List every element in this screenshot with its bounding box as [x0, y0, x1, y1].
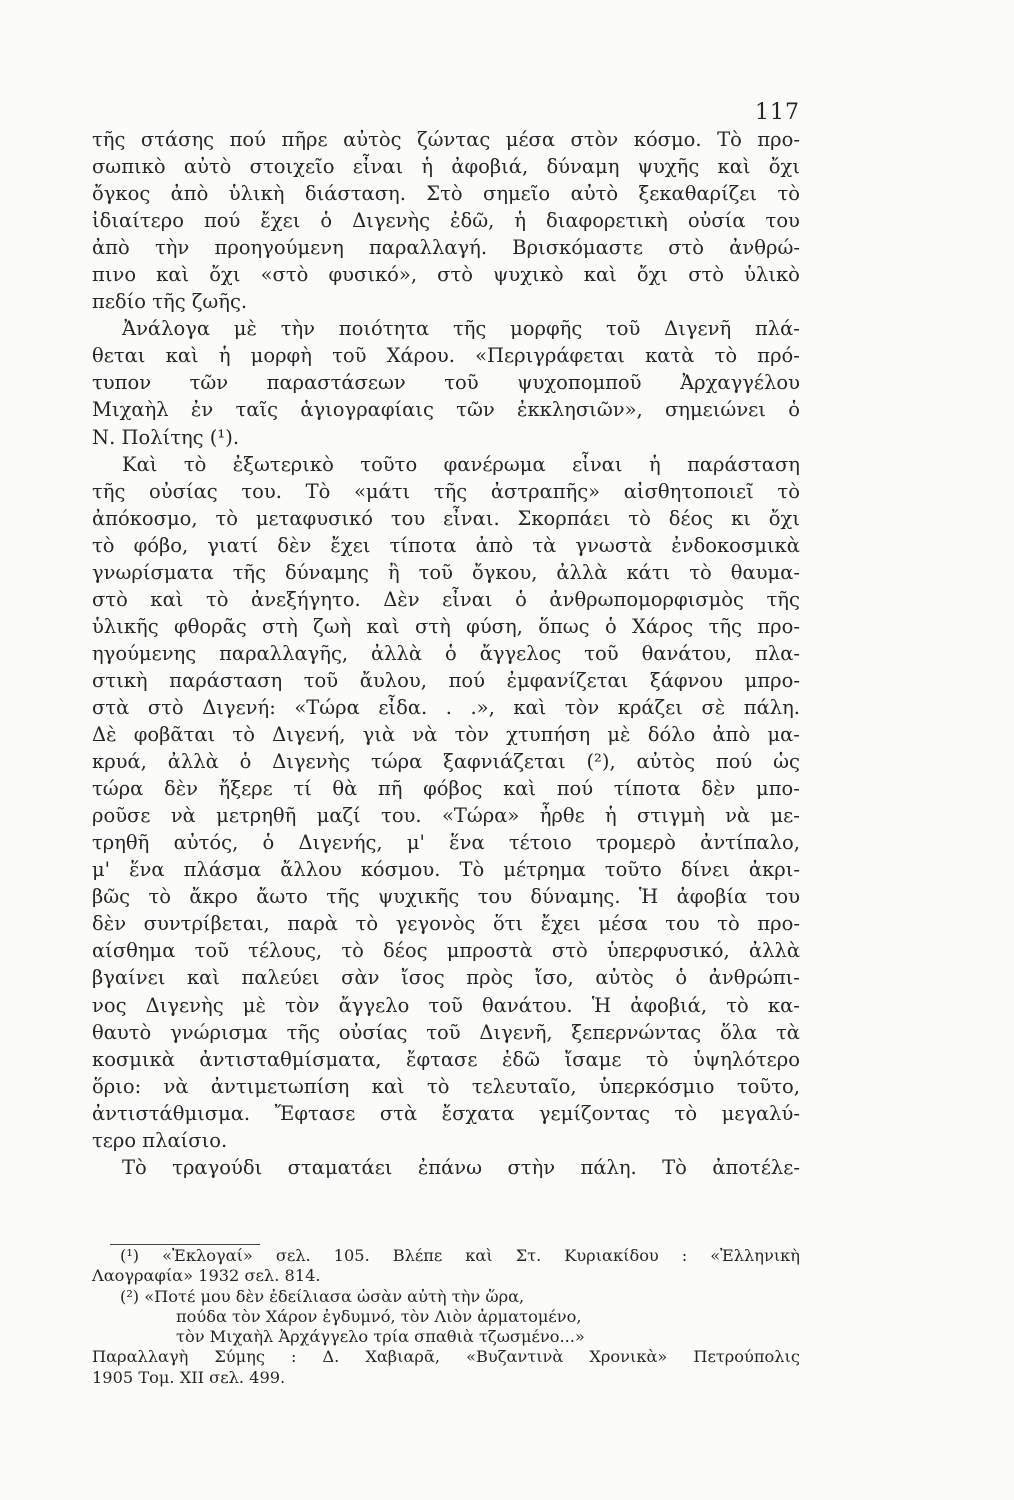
text-line: ὑλικῆς φθορᾶς στὴ ζωὴ καὶ στὴ φύση, ὅπως ὁ Χάρος τῆς προ-: [92, 614, 800, 638]
text-line: Τὸ τραγούδι σταματάει ἐπάνω στὴν πάλη. Τὸ ἀποτέλε-: [122, 1155, 800, 1179]
footnote-line: Παραλλαγὴ Σύμης : Δ. Χαβιαρᾶ, «Βυζαντινὰ Χρονικὰ» Πετρούπολις: [92, 1347, 800, 1367]
text-line: σωπικὸ αὐτὸ στοιχεῖο εἶναι ἡ ἀφοβιά, δύναμη ψυχῆς καὶ ὄχι: [92, 155, 800, 179]
text-line: στὸ καὶ τὸ ἀνεξήγητο. Δὲν εἶναι ὁ ἀνθρωπομορφισμὸς τῆς: [92, 587, 800, 611]
text-line: στὰ στὸ Διγενή: «Τώρα εἶδα. . .», καὶ τὸν κράζει σὲ πάλη.: [92, 695, 800, 719]
text-line: βγαίνει καὶ παλεύει σὰν ἴσος πρὸς ἴσο, αὐτὸς ὁ ἀνθρώπι-: [92, 966, 800, 990]
footnote-line: (¹) «Ἐκλογαί» σελ. 105. Βλέπε καὶ Στ. Κυριακίδου : «Ἑλληνικὴ: [120, 1246, 800, 1265]
text-line: τῆς οὐσίας του. Τὸ «μάτι τῆς ἀστραπῆς» αἰσθητοποιεῖ τὸ: [92, 479, 800, 503]
text-line: βῶς τὸ ἄκρο ἄωτο τῆς ψυχικῆς του δύναμης. Ἡ ἀφοβία του: [92, 885, 800, 909]
text-line: ἀπόκοσμο, τὸ μεταφυσικό του εἶναι. Σκορπάει τὸ δέος κι ὄχι: [92, 506, 800, 530]
footnote-line: πούδα τὸν Χάρον ἐγδυμνό, τὸν Λιὸν ἁρματομένο,: [176, 1306, 582, 1326]
text-line: ἰδιαίτερο πού ἔχει ὁ Διγενὴς ἐδῶ, ἡ διαφορετικὴ οὐσία του: [92, 209, 800, 233]
text-line: ροῦσε νὰ μετρηθῆ μαζί του. «Τώρα» ἦρθε ἡ στιγμὴ νὰ με-: [92, 804, 800, 828]
text-line: Ν. Πολίτης (¹).: [92, 425, 240, 449]
footnote-line: 1905 Τομ. XII σελ. 499.: [92, 1367, 286, 1387]
text-line: τυπον τῶν παραστάσεων τοῦ ψυχοπομποῦ Ἀρχαγγέλου: [92, 371, 800, 395]
text-line: μ' ἕνα πλάσμα ἄλλου κόσμου. Τὸ μέτρημα τοῦτο δίνει ἀκρι-: [92, 858, 800, 882]
text-line: ὅριο: νὰ ἀντιμετωπίση καὶ τὸ τελευταῖο, ὑπερκόσμιο τοῦτο,: [92, 1074, 800, 1098]
text-line: τὸ φόβο, γιατί δὲν ἔχει τίποτα ἀπὸ τὰ γνωστὰ ἐνδοκοσμικὰ: [92, 533, 800, 557]
footnote-line: Λαογραφία» 1932 σελ. 814.: [92, 1266, 321, 1286]
text-line: τώρα δὲν ἤξερε τί θὰ πῆ φόβος καὶ πού τίποτα δὲν μπο-: [92, 777, 800, 801]
text-line: Δὲ φοβᾶται τὸ Διγενή, γιὰ νὰ τὸν χτυπήση μὲ δόλο ἀπὸ μα-: [92, 723, 800, 747]
text-line: νος Διγενὴς μὲ τὸν ἄγγελο τοῦ θανάτου. Ἡ ἀφοβιά, τὸ κα-: [92, 993, 800, 1017]
page-number: 117: [755, 100, 800, 125]
footnote-line: (²) «Ποτέ μου δὲν ἐδείλιασα ὡσὰν αὐτὴ τὴν ὥρα,: [120, 1286, 525, 1306]
text-line: ἀπὸ τὴν προηγούμενη παραλλαγή. Βρισκόμαστε στὸ ἀνθρώ-: [92, 236, 800, 260]
text-line: κοσμικὰ ἀντισταθμίσματα, ἔφτασε ἐδῶ ἴσαμε τὸ ὑψηλότερο: [92, 1047, 800, 1071]
footnotes: [92, 1246, 800, 1388]
text-line: γνωρίσματα τῆς δύναμης ἢ τοῦ ὄγκου, ἀλλὰ κάτι τὸ θαυμα-: [92, 560, 800, 584]
text-line: πινο καὶ ὄχι «στὸ φυσικό», στὸ ψυχικὸ καὶ ὄχι στὸ ὑλικὸ: [92, 263, 800, 287]
text-line: τερο πλαίσιο.: [92, 1128, 228, 1152]
text-line: τῆς στάσης πού πῆρε αὐτὸς ζώντας μέσα στὸν κόσμο. Τὸ προ-: [92, 128, 800, 151]
text-line: πεδίο τῆς ζωῆς.: [92, 290, 248, 314]
text-line: στικὴ παράσταση τοῦ ἄυλου, πού ἐμφανίζεται ξάφνου μπρο-: [92, 668, 800, 692]
text-line: αίσθημα τοῦ τέλους, τὸ δέος μπροστὰ στὸ ὑπερφυσικό, ἀλλὰ: [92, 939, 800, 963]
text-line: τρηθῆ αὐτός, ὁ Διγενής, μ' ἕνα τέτοιο τρομερὸ ἀντίπαλο,: [92, 831, 800, 855]
text-line: θαυτὸ γνώρισμα τῆς οὐσίας τοῦ Διγενῆ, ξεπερνώντας ὅλα τὰ: [92, 1020, 800, 1044]
footnote-rule: [110, 1244, 260, 1245]
text-line: ὄγκος ἀπὸ ὑλικὴ διάσταση. Στὸ σημεῖο αὐτὸ ξεκαθαρίζει τὸ: [92, 182, 800, 206]
text-line: κρυά, ἀλλὰ ὁ Διγενὴς τώρα ξαφνιάζεται (²), αὐτὸς πού ὡς: [92, 750, 800, 774]
text-line: Μιχαὴλ ἐν ταῖς ἁγιογραφίαις τῶν ἐκκλησιῶν», σημειώνει ὁ: [92, 398, 800, 422]
text-line: θεται καὶ ἡ μορφὴ τοῦ Χάρου. «Περιγράφεται κατὰ τὸ πρό-: [92, 344, 800, 368]
text-line: Καὶ τὸ ἐξωτερικὸ τοῦτο φανέρωμα εἶναι ἡ παράσταση: [122, 452, 800, 476]
footnote-line: τὸν Μιχαὴλ Ἀρχάγγελο τρία σπαθιὰ τζωσμένο...»: [176, 1327, 585, 1347]
text-line: ηγούμενης παραλλαγῆς, ἀλλὰ ὁ ἄγγελος τοῦ θανάτου, πλα-: [92, 641, 800, 665]
text-line: δὲν συντρίβεται, παρὰ τὸ γεγονὸς ὅτι ἔχει μέσα του τὸ προ-: [92, 912, 800, 936]
text-line: ἀντιστάθμισμα. Ἔφτασε στὰ ἔσχατα γεμίζοντας τὸ μεγαλύ-: [92, 1101, 800, 1125]
body-text: [92, 126, 800, 1181]
text-line: Ἀνάλογα μὲ τὴν ποιότητα τῆς μορφῆς τοῦ Διγενῆ πλά-: [122, 317, 800, 341]
